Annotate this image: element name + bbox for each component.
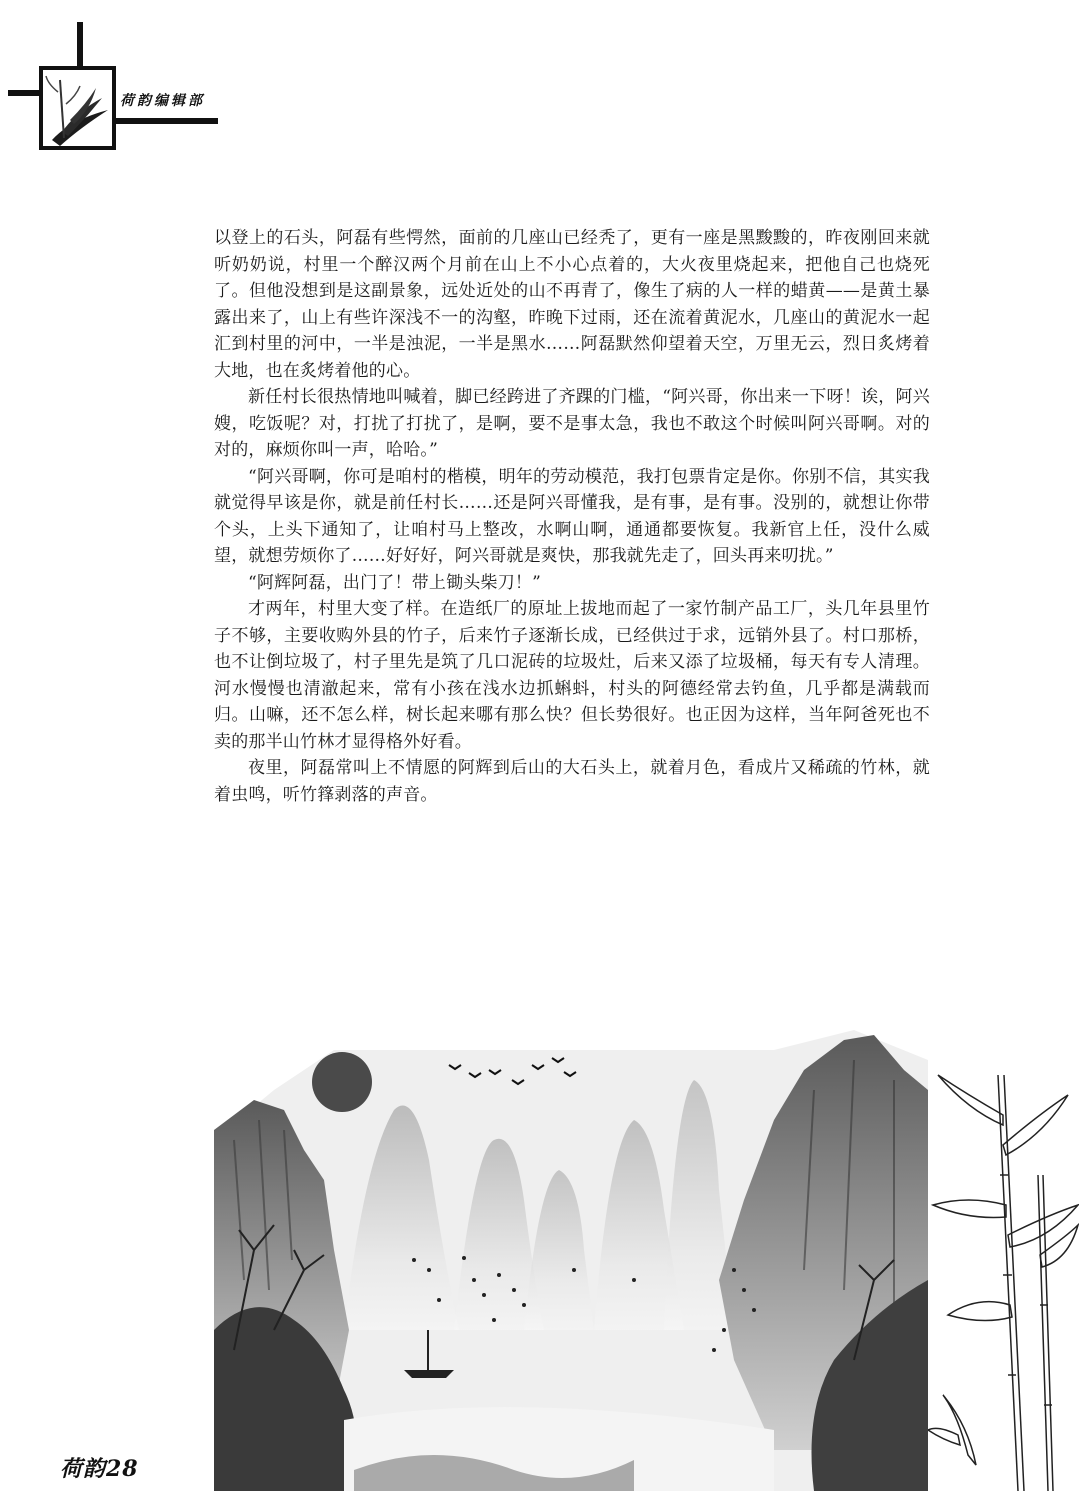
- paragraph: 以登上的石头，阿磊有些愕然，面前的几座山已经秃了，更有一座是黑黢黢的，昨夜刚回来就听奶奶说，村里一个醉汉两个月前在山上不小心点着的，大火夜里烧起来，把他自己也烧死了。但他没想到是这副景象，远处近处的山不再青了，像生了病的人一样的蜡黄——是黄土暴露出来了，山上有些许深浅不一的沟壑，昨晚下过雨，还在流着黄泥水，几座山的黄泥水一起汇到村里的河中，一半是浊泥，一半是黑水……阿磊默然仰望着天空，万里无云，烈日炙烤着大地，也在炙烤着他的心。: [214, 228, 930, 381]
- section-title: 荷韵编辑部: [120, 93, 205, 109]
- bamboo-frame-icon: [0, 0, 240, 160]
- paragraph: “阿兴哥啊，你可是咱村的楷模，明年的劳动模范，我打包票肯定是你。你别不信，其实我就觉得早该是你，就是前任村长……还是阿兴哥懂我，是有事，是有事。没别的，就想让你带个头，上头下通知了，让咱村马上整改，水啊山啊，通通都要恢复。我新官上任，没什么威望，就想劳烦你了……好好好，阿兴哥就是爽快，那我就先走了，回头再来叨扰。”: [214, 466, 930, 566]
- ink-landscape: [214, 1030, 928, 1491]
- paragraph: 新任村长很热情地叫喊着，脚已经跨进了齐踝的门槛，“阿兴哥，你出来一下呀！诶，阿兴嫂，吃饭呢？对，打扰了打扰了，是啊，要不是事太急，我也不敢这个时候叫阿兴哥啊。对的对的，麻烦你叫一声，哈哈。”: [214, 387, 930, 460]
- page-number: 荷韵28: [60, 1456, 139, 1482]
- header-emblem: [0, 0, 240, 160]
- paragraph: 夜里，阿磊常叫上不情愿的阿辉到后山的大石头上，就着月色，看成片又稀疏的竹林，就着虫鸣，听竹箨剥落的声音。: [214, 758, 930, 805]
- article-body: [214, 225, 930, 808]
- paragraph: “阿辉阿磊，出门了！带上锄头柴刀！”: [248, 572, 541, 593]
- sun-icon: [312, 1052, 372, 1112]
- bamboo-sketch: [928, 1055, 1079, 1491]
- paragraph: 才两年，村里大变了样。在造纸厂的原址上拔地而起了一家竹制产品工厂，头几年县里竹子不够，主要收购外县的竹子，后来竹子逐渐长成，已经供过于求，远销外县了。村口那桥，也不让倒垃圾了，村子里先是筑了几口泥砖的垃圾灶，后来又添了垃圾桶，每天有专人清理。河水慢慢也清澈起来，常有小孩在浅水边抓蝌蚪，村头的阿德经常去钓鱼，几乎都是满载而归。山嘛，还不怎么样，树长起来哪有那么快？但长势很好。也正因为这样，当年阿爸死也不卖的那半山竹林才显得格外好看。: [214, 599, 930, 752]
